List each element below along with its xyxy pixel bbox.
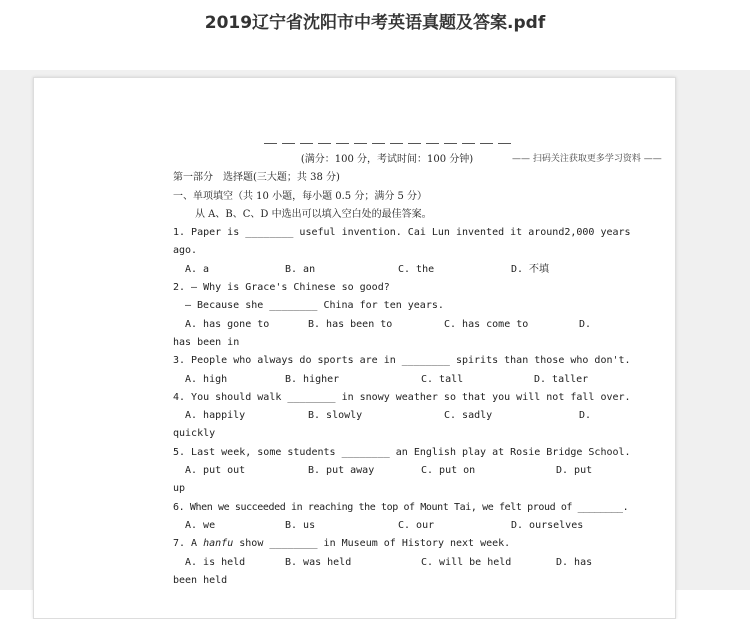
option: D. has <box>556 556 593 568</box>
option: C. sadly <box>444 410 493 422</box>
option: C. put on <box>421 465 476 477</box>
part-heading: 第一部分 选择题(三大题；共 38 分) <box>173 172 340 184</box>
title-bar <box>0 0 750 70</box>
options-row <box>173 554 601 572</box>
option: C. our <box>398 519 435 531</box>
question-1 <box>173 224 631 242</box>
question-2: 2. — Why is Grace's Chinese so good? <box>173 282 390 294</box>
option: D. 不填 <box>511 263 550 275</box>
options-row <box>173 316 601 334</box>
option: A. we <box>185 519 216 531</box>
question-text: ago. <box>173 245 198 257</box>
question-number: 7. A <box>173 538 198 550</box>
option: B. higher <box>285 373 340 385</box>
option: D. put <box>556 465 593 477</box>
exam-content <box>173 151 631 590</box>
question-7 <box>173 535 601 553</box>
option: B. was held <box>285 556 352 568</box>
question-4: 4. You should walk ________ in snowy weather so that you will not fall over. <box>173 391 631 403</box>
option-wrap: has been in <box>173 336 240 348</box>
instruction: 从 A、B、C、D 中选出可以填入空白处的最佳答案。 <box>195 208 432 220</box>
question-3: 3. People who always do sports are in ________ spirits than those who don't. <box>173 355 631 367</box>
cropped-heading-strip <box>264 136 534 144</box>
pdf-page <box>33 77 676 619</box>
option-wrap: been held <box>173 574 228 586</box>
option: C. the <box>398 263 435 275</box>
option: B. slowly <box>308 410 363 422</box>
options-row <box>173 371 601 389</box>
option: A. a <box>185 263 210 275</box>
qr-promo-note: —— 扫码关注获取更多学习资料 —— <box>512 154 662 164</box>
options-row <box>173 517 601 535</box>
option: A. high <box>185 373 228 385</box>
option: A. put out <box>185 465 246 477</box>
question-text: — Because she ________ China for ten years. <box>185 300 444 312</box>
options-row <box>173 462 601 480</box>
exam-info: (满分：100 分，考试时间：100 分钟) <box>300 154 474 165</box>
option: C. will be held <box>421 556 512 568</box>
option: A. has gone to <box>185 318 270 330</box>
option: C. tall <box>421 373 464 385</box>
option: B. us <box>285 519 316 531</box>
question-text: show ________ in Museum of History next week. <box>239 538 511 550</box>
option: A. is held <box>185 556 246 568</box>
option-wrap: quickly <box>173 428 216 440</box>
italic-word: hanfu <box>203 538 234 550</box>
question-text: 2,000 years <box>564 227 631 239</box>
option: B. an <box>285 263 316 275</box>
option-wrap: up <box>173 483 186 495</box>
option: B. has been to <box>308 318 393 330</box>
question-text: 1. Paper is ________ useful invention. Cai Lun invented it around <box>173 227 565 239</box>
option: D. <box>579 410 592 422</box>
question-6: 6. When we succeeded in reaching the top of Mount Tai, we felt proud of ________. <box>173 501 629 513</box>
section-heading: 一、单项填空（共 10 小题，每小题 0.5 分；满分 5 分） <box>173 190 428 202</box>
option: C. has come to <box>444 318 529 330</box>
pdf-viewer[interactable] <box>0 70 750 590</box>
option: A. happily <box>185 410 246 422</box>
options-row <box>173 407 601 425</box>
document-title: 2019辽宁省沈阳市中考英语真题及答案.pdf <box>204 13 546 33</box>
option: D. taller <box>534 373 589 385</box>
option: D. ourselves <box>511 519 584 531</box>
options-row <box>173 261 601 279</box>
question-5: 5. Last week, some students ________ an English play at Rosie Bridge School. <box>173 446 631 458</box>
option: D. <box>579 318 592 330</box>
option: B. put away <box>308 465 375 477</box>
